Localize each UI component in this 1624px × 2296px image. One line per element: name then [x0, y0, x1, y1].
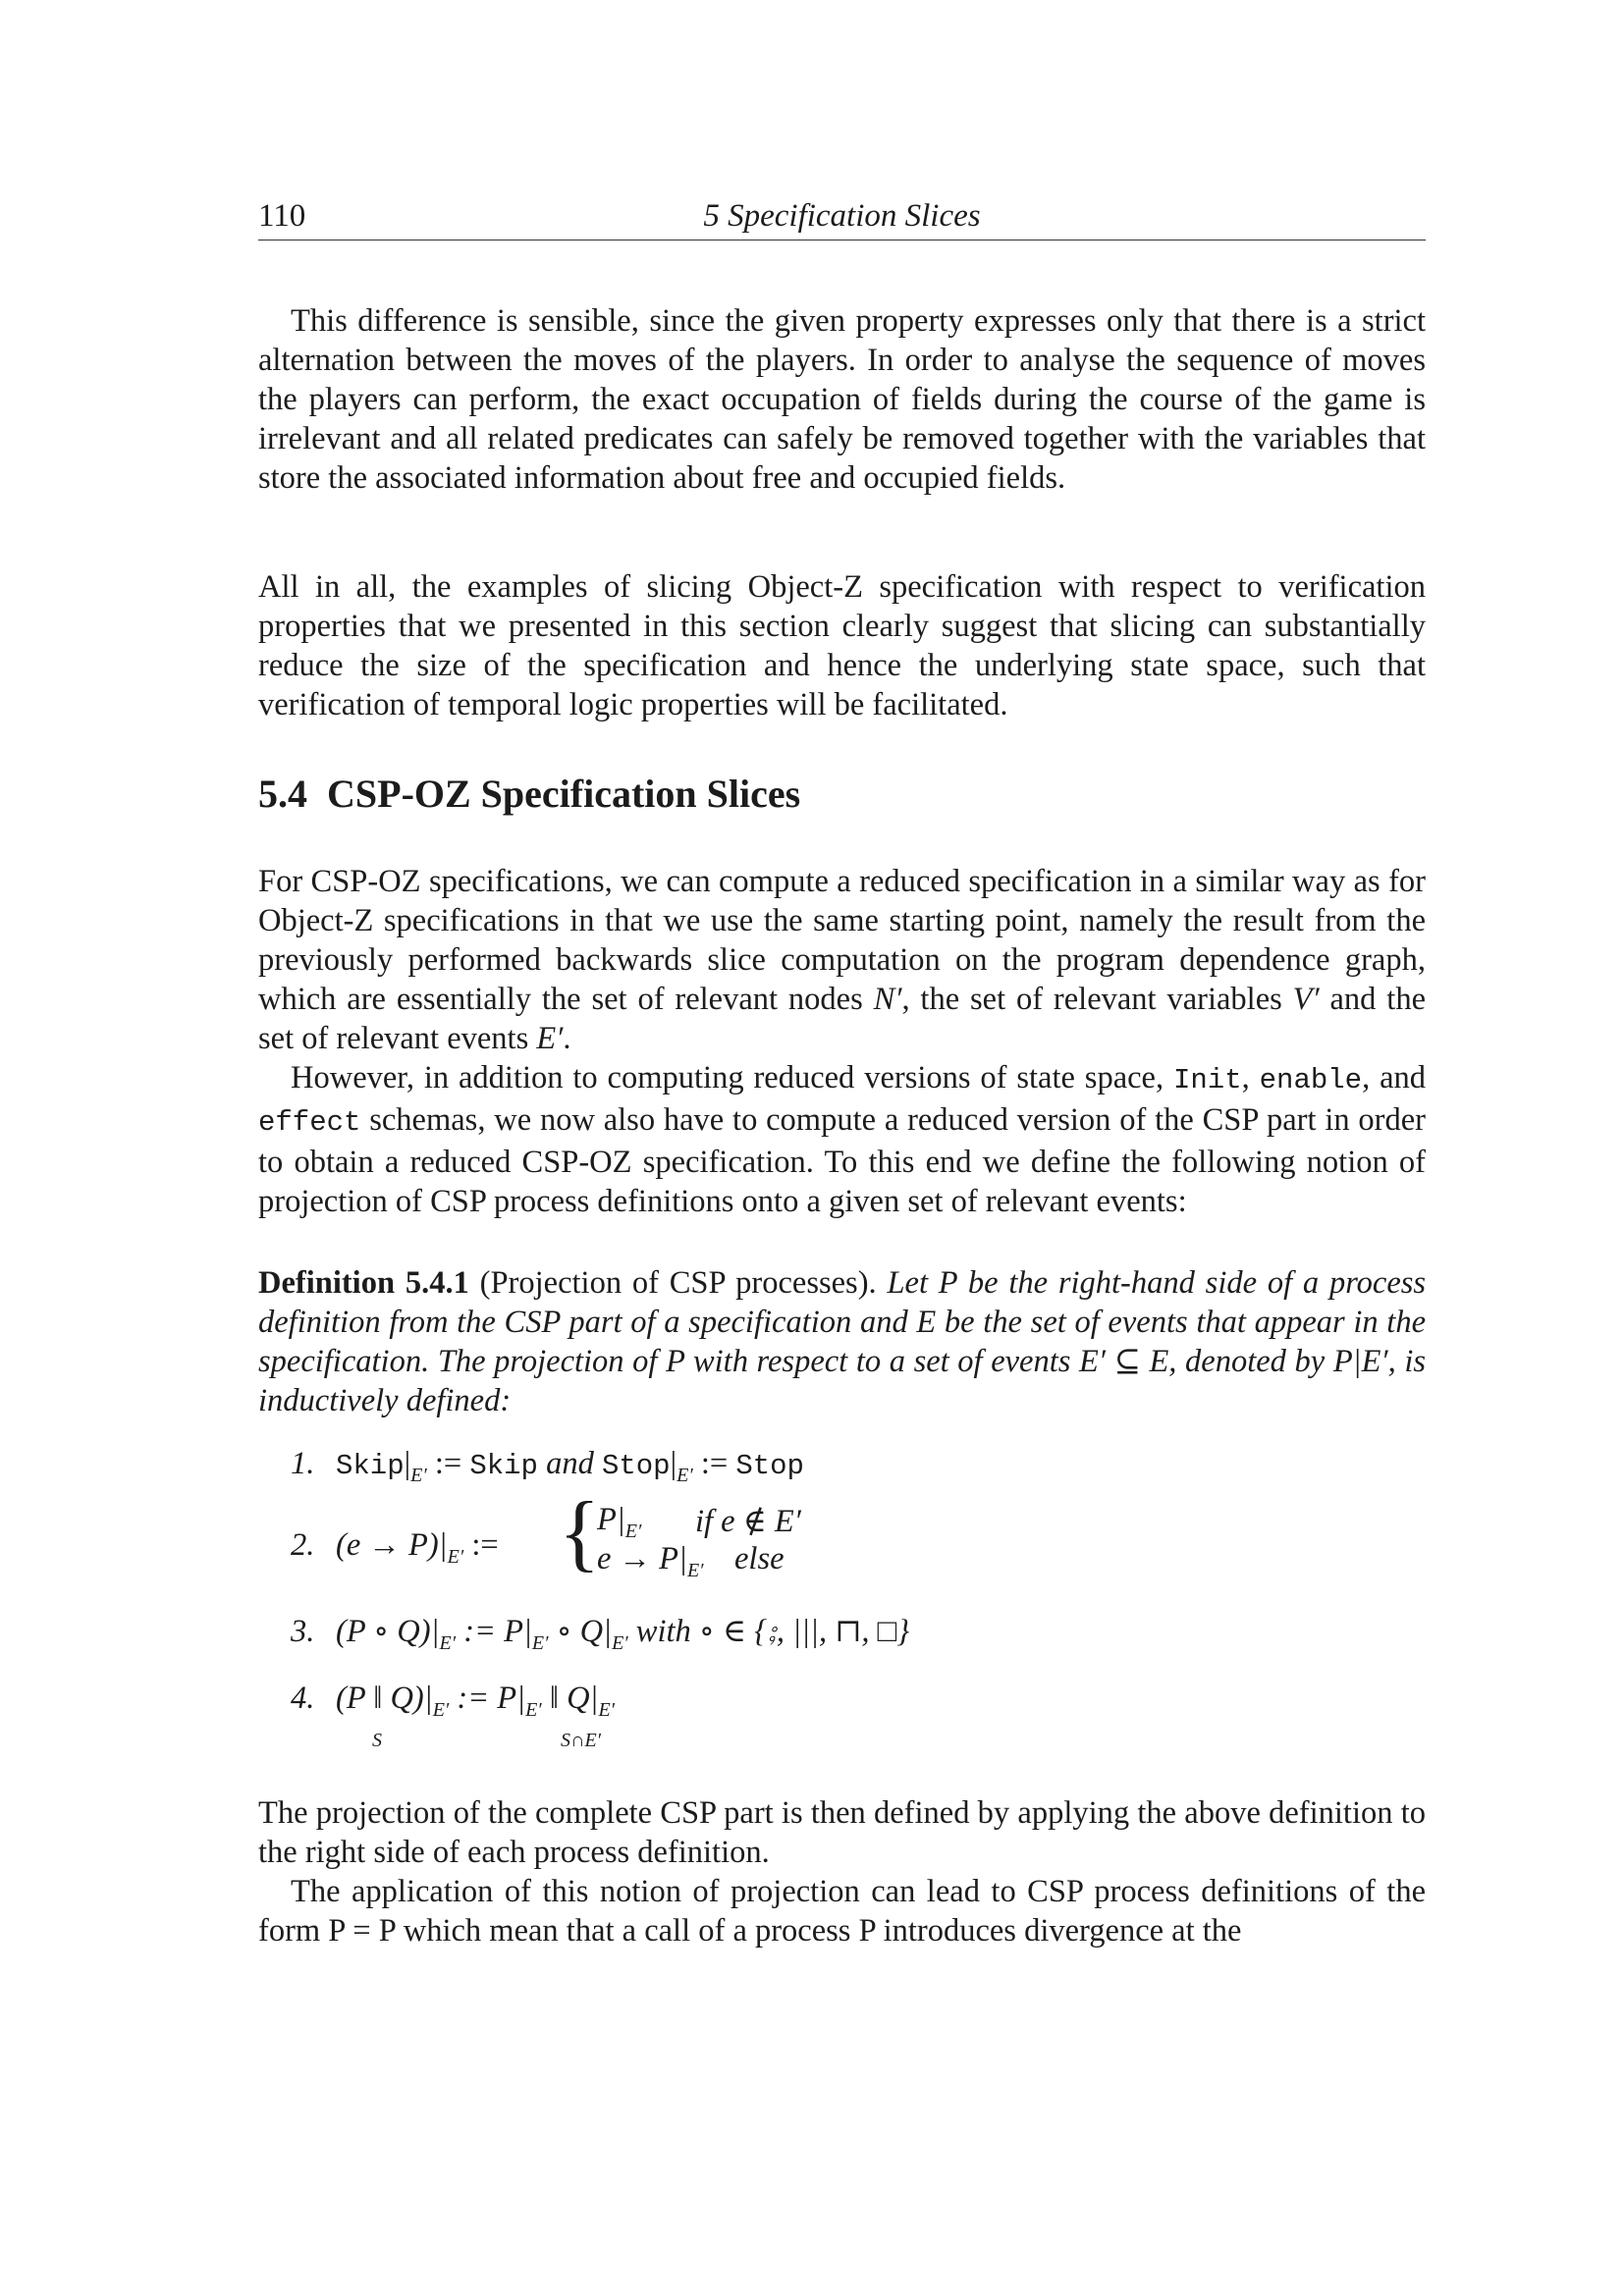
code-effect: effect [258, 1106, 361, 1139]
definition-text: Let P be the right-hand side of a process definition from the CSP part of a specification and E be the set of events that appear in the specification. The projection of P with respect to a set of events E′ ⊆ E, denoted by P|E′, is inductively defined: [258, 1265, 1427, 1418]
definition-block [258, 1263, 1426, 1420]
paragraph-3: For CSP-OZ specifications, we can compute a reduced specification in a similar way as for Object-Z specifications in that we use the same starting point, namely the result from the previously performed backwards slice computation on the program dependence graph, which are essentially the set of relevant nodes N′, the set of relevant variables V′ and the set of relevant events E′. [258, 864, 1427, 1056]
paragraph-5: The projection of the complete CSP part is then defined by applying the above definition to the right side of each process definition. [258, 1795, 1426, 1870]
case-brace: { [559, 1485, 601, 1580]
section-heading [258, 771, 800, 817]
parallel-set-s-cap-e: S∩E′ [561, 1730, 602, 1751]
paragraph-4: However, in addition to computing reduced versions of state space, Init, enable, and effect schemas, we now also have to compute a reduced version of the CSP part in order to obtain a reduced CSP-OZ specification. To this end we define the following notion of projection of CSP process definitions onto a given set of relevant events: [258, 1060, 1426, 1219]
definition-item-3: 3. (P ∘ $Q)|_{E'}$ := $P|_{E'}$ ∘ $Q|_{E'}$ with ∘ ∈ {⨟, |||, ⊓, □} [291, 1614, 910, 1654]
running-header [258, 194, 1426, 240]
code-enable: enable [1259, 1064, 1363, 1096]
symbol-v-prime: V′ [1292, 982, 1320, 1017]
symbol-n-prime: N′ [873, 982, 902, 1017]
paragraph-1: This difference is sensible, since the given property expresses only that there is a strict alternation between the moves of the players. In order to analyse the sequence of moves the players can perform, the exact occupation of fields during the course of the game is irrelevant and all related predicates can safely be removed together with the variables that store the associated information about free and occupied fields. [258, 303, 1426, 496]
page-number: 110 [258, 198, 306, 234]
definition-name: (Projection of CSP processes). [479, 1265, 877, 1301]
section-title: CSP-OZ Specification Slices [327, 772, 801, 816]
definition-item-4: 4. (P ‖ $Q)|_{E'}$ := $P|_{E'}$ ‖ $Q|_{E'}$ [291, 1681, 616, 1721]
code-init: Init [1173, 1064, 1242, 1096]
definition-item-1: 1. $Skip|_{E'}$ := Skip and $Stop|_{E'}$ := Stop [291, 1446, 804, 1486]
paragraph-6: The application of this notion of projection can lead to CSP process definitions of the form P = P which mean that a call of a process P introduces divergence at the [258, 1874, 1426, 1949]
running-title: 5 Specification Slices [703, 198, 981, 234]
symbol-e-prime: E′ [536, 1021, 564, 1056]
definition-head: Definition 5.4.1 [258, 1265, 469, 1301]
parallel-set-s: S [372, 1730, 382, 1751]
section-number: 5.4 [258, 772, 307, 816]
paragraph-2: All in all, the examples of slicing Object-Z specification with respect to verification properties that we presented in this section clearly suggest that slicing can substantially reduce the size of the specification and hence the underlying state space, such that verification of temporal logic properties will be facilitated. [258, 569, 1426, 722]
